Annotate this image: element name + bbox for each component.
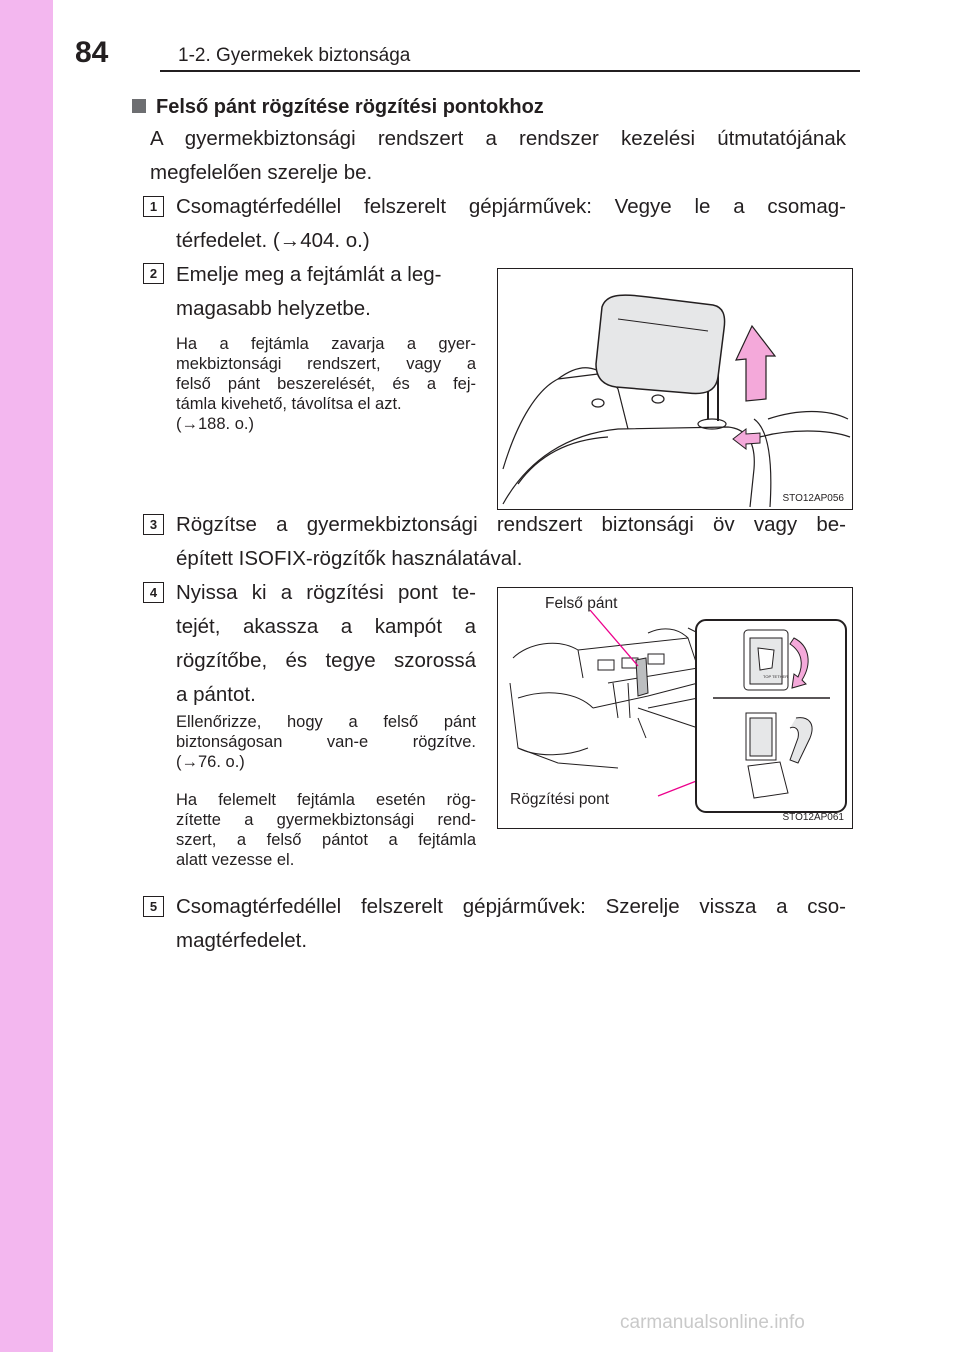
step4-line-2: tejét, akassza a kampót a	[176, 615, 476, 638]
step3-line-2: épített ISOFIX-rögzítők használatával.	[176, 547, 523, 570]
figure-tether-anchor	[497, 587, 853, 829]
step4-note2-line-4: alatt vezesse el.	[176, 851, 295, 869]
watermark: carmanualsonline.info	[620, 1312, 805, 1333]
step-number-4: 4	[143, 582, 164, 603]
step4-note2-line-2: zítette a gyermekbiztonsági rend-	[176, 811, 476, 829]
step5-line-2: magtérfedelet.	[176, 929, 308, 952]
figure-headrest	[497, 268, 853, 510]
step4-note1-line-1: Ellenőrizze, hogy a felső pánt	[176, 713, 476, 731]
sidebar-tab	[0, 0, 53, 1352]
label-felso-pant: Felső pánt	[545, 595, 618, 612]
step4-note1-line-3: (→76. o.)	[176, 753, 245, 771]
intro-line-1: A gyermekbiztonsági rendszert a rendszer kezelési útmutatójának	[150, 127, 846, 150]
page-number: 84	[75, 36, 109, 69]
step-number-1: 1	[143, 196, 164, 217]
square-bullet-icon	[132, 99, 146, 113]
headrest-illustration	[498, 269, 852, 509]
step5-line-1: Csomagtérfedéllel felszerelt gépjárművek: Szerelje vissza a cso-	[176, 895, 846, 918]
step4-line-4: a pántot.	[176, 683, 256, 706]
headrest-shape	[596, 295, 725, 393]
section-title	[132, 96, 544, 119]
release-arrow-icon	[733, 429, 760, 449]
step4-line-1: Nyissa ki a rögzítési pont te-	[176, 581, 476, 604]
figure-code-1: STO12AP056	[782, 493, 844, 504]
inset-small-text: TOP TETHER	[763, 674, 789, 679]
step2-note-2: mekbiztonsági rendszert, vagy a	[176, 355, 476, 373]
running-header: 1-2. Gyermekek biztonsága	[178, 45, 411, 66]
step4-line-3: rögzítőbe, és tegye szorossá	[176, 649, 476, 672]
step2-line-1: Emelje meg a fejtámlát a leg-	[176, 263, 442, 286]
label-rogzitesi-pont: Rögzítési pont	[510, 791, 610, 808]
step2-note-1: Ha a fejtámla zavarja a gyer-	[176, 335, 476, 353]
step2-note-4: támla kivehető, távolítsa el azt.	[176, 395, 402, 413]
step2-line-2: magasabb helyzetbe.	[176, 297, 371, 320]
step1-line-1: Csomagtérfedéllel felszerelt gépjárművek: Vegye le a csomag-	[176, 195, 846, 218]
step4-note1-line-2: biztonságosan van-e rögzítve.	[176, 733, 476, 751]
header-rule	[160, 70, 860, 72]
section-title-text: Felső pánt rögzítése rögzítési pontokhoz	[156, 96, 544, 118]
step4-note2-line-3: szert, a felső pántot a fejtámla	[176, 831, 476, 849]
step2-note-3: felső pánt beszerelését, és a fej-	[176, 375, 476, 393]
step1-line-2: térfedelet. (→404. o.)	[176, 229, 370, 252]
figure-code-2: STO12AP061	[782, 812, 844, 823]
step4-note2-line-1: Ha felemelt fejtámla esetén rög-	[176, 791, 476, 809]
step3-line-1: Rögzítse a gyermekbiztonsági rendszert biztonsági öv vagy be-	[176, 513, 846, 536]
up-arrow-icon	[736, 326, 775, 401]
step2-note-5: (→188. o.)	[176, 415, 254, 433]
step-number-3: 3	[143, 514, 164, 535]
step-number-2: 2	[143, 263, 164, 284]
intro-line-2: megfelelően szerelje be.	[150, 161, 373, 184]
step-number-5: 5	[143, 896, 164, 917]
